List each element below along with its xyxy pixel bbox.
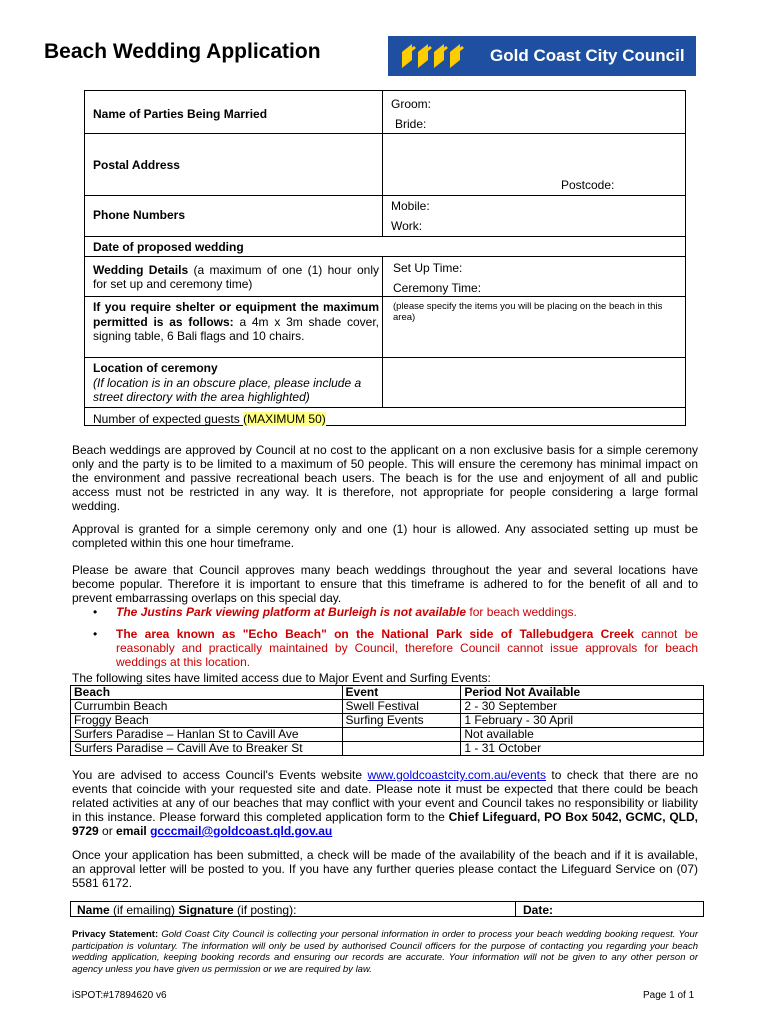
sites-table [70, 685, 704, 756]
page-title: Beach Wedding Application [44, 40, 321, 63]
email-label: email [116, 824, 151, 838]
table-header-row [71, 686, 704, 700]
details-bold: Wedding Details [93, 263, 189, 277]
table-cell [342, 728, 461, 742]
table-cell: Currumbin Beach [71, 700, 343, 714]
paragraph-approval: Beach weddings are approved by Council at no cost to the applicant on a non exclusive basis for a simple ceremony only and the party is to be limited to a maximum of 50 people. This will ensure the ceremony has minimal impact on the environment and passive recreational beach users. The beach is for the use and enjoyment of all and public access must not be restricted in any way. It is therefore, not appropriate for people considering a large formal wedding. [72, 443, 698, 513]
table-cell: Froggy Beach [71, 714, 343, 728]
privacy-label: Privacy Statement: [72, 929, 159, 940]
table-cell: Surfers Paradise – Hanlan St to Cavill Ave [71, 728, 343, 742]
table-cell: 1 - 31 October [461, 742, 704, 756]
shelter-rest: a 4m x 3m shade cover, signing table, 6 Bali flags and 10 chairs. [93, 314, 380, 343]
logo-text: Gold Coast City Council [490, 46, 685, 65]
bullet2-rest: cannot be reasonably and practically maintained by Council, therefore Council cannot issue approvals for beach weddings at this location. [116, 627, 698, 669]
events-website-link[interactable]: www.goldcoastcity.com.au/events [367, 768, 546, 782]
table-cell: Surfing Events [342, 714, 461, 728]
page-number: Page 1 of 1 [643, 990, 695, 1001]
location-label [93, 361, 379, 405]
shelter-items-field[interactable]: (please specify the items you will be placing on the beach in this area) [393, 301, 663, 323]
paragraph-submission: Once your application has been submitted, a check will be made of the availability of the beach and if it is available, an approval letter will be posted to you. If you have any further queries please contact the Lifeguard Service on (07) 5581 6172. [72, 848, 698, 890]
privacy-statement [72, 929, 698, 975]
email-link[interactable]: gcccmail@goldcoast.qld.gov.au [150, 824, 333, 838]
bullet-icon: • [93, 627, 98, 641]
paragraph-ceremony-time: Approval is granted for a simple ceremony only and one (1) hour is allowed. Any associated setting up must be completed within this one hour timeframe. [72, 522, 698, 550]
council-logo-mark-icon [398, 40, 480, 72]
setup-time-field[interactable]: Set Up Time: [393, 261, 463, 275]
date-field[interactable]: Date: [523, 903, 554, 917]
location-bold: Location of ceremony [93, 361, 218, 375]
para4-or: or [98, 824, 117, 838]
table-cell: Not available [461, 728, 704, 742]
details-rest: (a maximum of one (1) hour only for set up and ceremony time) [93, 263, 379, 291]
mobile-field[interactable]: Mobile: [391, 199, 430, 213]
shelter-label [93, 300, 379, 344]
council-logo [388, 36, 696, 76]
postcode-field[interactable]: Postcode: [561, 178, 615, 192]
table-cell: 2 - 30 September [461, 700, 704, 714]
location-italic: (If location is in an obscure place, please include a street directory with the area highlighted) [93, 375, 362, 404]
name-label: Name [77, 903, 110, 917]
paragraph-events-website [72, 768, 698, 838]
parties-label: Name of Parties Being Married [93, 107, 268, 121]
shelter-bold: If you require shelter or equipment the maximum permitted is as follows: [93, 300, 379, 329]
bride-field[interactable]: Bride: [395, 117, 427, 131]
lifeguard-address: Chief Lifeguard, PO Box 5042, GCMC, QLD, 9729 [72, 810, 699, 838]
guests-label [93, 412, 326, 426]
bullet-echo-beach [116, 627, 698, 669]
para4-b: to check that there are no events that coincide with your requested site and date. Please note it must be expected that there could be beach related activities at any of our beaches that may conflict with your event and Council takes no responsibility or liability in this instance. Please forward this completed application form to the [72, 768, 698, 824]
table-row [71, 728, 704, 742]
application-form [84, 90, 686, 426]
guests-max: (MAXIMUM 50) [243, 412, 326, 426]
table-row [71, 700, 704, 714]
ceremony-time-field[interactable]: Ceremony Time: [393, 281, 482, 295]
bullet-justins-park [116, 605, 698, 619]
bullet-icon: • [93, 605, 98, 619]
signature-rest: (if posting): [233, 903, 297, 917]
table-cell [342, 742, 461, 756]
sites-intro: The following sites have limited access due to Major Event and Surfing Events: [72, 671, 491, 685]
bullet2-bold: The area known as "Echo Beach" on the National Park side of Tallebudgera Creek [116, 627, 634, 641]
work-field[interactable]: Work: [391, 219, 423, 233]
table-row [71, 742, 704, 756]
name-signature-field[interactable] [77, 903, 296, 917]
document-id: iSPOT:#17894620 v6 [72, 990, 167, 1001]
bullet1-italic: The Justins Park viewing platform at Burleigh is not available [116, 605, 467, 619]
name-rest: (if emailing) [109, 903, 179, 917]
table-cell: Swell Festival [342, 700, 461, 714]
postal-label: Postal Address [93, 158, 180, 172]
table-header: Beach [71, 686, 343, 700]
date-label: Date of proposed wedding [93, 240, 244, 254]
table-cell: 1 February - 30 April [461, 714, 704, 728]
para4-a: You are advised to access Council's Events website [72, 768, 368, 782]
table-header: Event [342, 686, 461, 700]
signature-label: Signature [178, 903, 234, 917]
table-cell: Surfers Paradise – Cavill Ave to Breaker St [71, 742, 343, 756]
signature-row [70, 901, 704, 917]
wedding-details-label [93, 263, 379, 291]
phone-label: Phone Numbers [93, 208, 186, 222]
table-header: Period Not Available [461, 686, 704, 700]
privacy-text: Gold Coast City Council is collecting your personal information in order to process your beach wedding booking request. Your participation is voluntary. The information will only be used by authorised Council officers for the purpose of contacting you regarding your beach wedding application, keeping booking records and ensuring our records are accurate. Your information will not be given to any other person or agency unless you have given us permission or we are required by law. [72, 929, 698, 975]
groom-field[interactable]: Groom: [391, 97, 432, 111]
guests-text: Number of expected guests [93, 412, 244, 426]
paragraph-popular-locations: Please be aware that Council approves many beach weddings throughout the year and several locations have become popular. Therefore it is important to ensure that this timeframe is adhered to for the benefit of all and to prevent embarrassing overlaps on this special day. [72, 563, 698, 605]
bullet1-rest: for beach weddings. [466, 605, 577, 619]
table-row [71, 714, 704, 728]
